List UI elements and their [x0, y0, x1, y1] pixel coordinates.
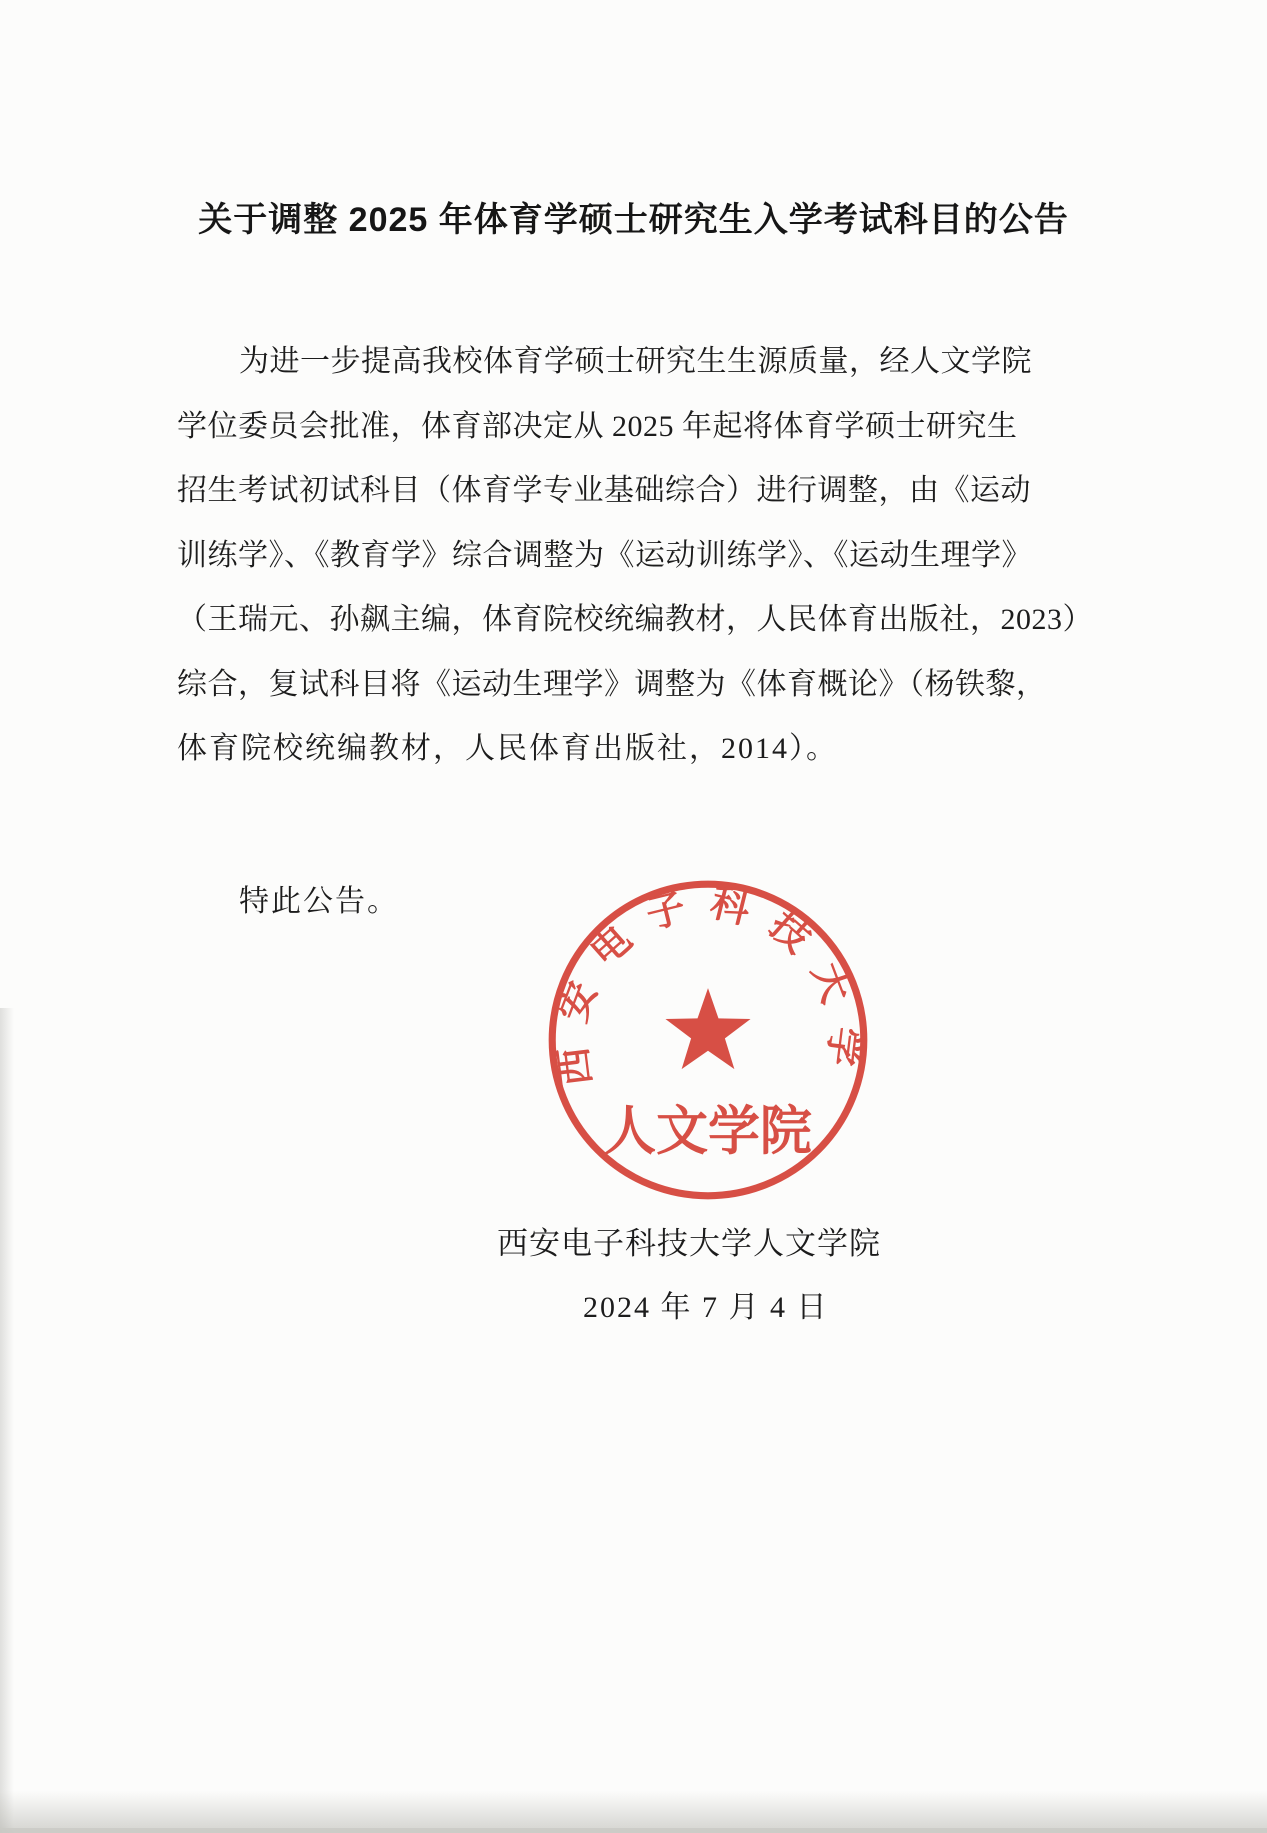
body-line: 综合，复试科目将《运动生理学》调整为《体育概论》（杨铁黎，: [177, 667, 1047, 701]
scan-shadow-bottom: [0, 1791, 1267, 1833]
seal-outer-text: 西安电子科技大学: [550, 882, 866, 1089]
body-line: （王瑞元、孙飙主编，体育院校统编教材，人民体育出版社，2023）: [177, 603, 1093, 636]
body-line: 招生考试初试科目（体育学专业基础综合）进行调整，由《运动: [177, 474, 1031, 507]
issuing-organization: 西安电子科技大学人文学院: [497, 1226, 881, 1261]
body-line: 训练学》、《教育学》综合调整为《运动训练学》、《运动生理学》: [177, 538, 1032, 572]
body-line: 学位委员会批准，体育部决定从 2025 年起将体育学硕士研究生: [177, 409, 1018, 443]
closing-statement: 特此公告。: [239, 885, 399, 918]
scan-shadow-left: [0, 1008, 14, 1833]
issue-date: 2024 年 7 月 4 日: [583, 1291, 829, 1324]
seal-star-icon: [665, 988, 750, 1069]
scan-edge-line: [0, 1828, 1267, 1833]
body-line: 体育院校统编教材，人民体育出版社，2014）。: [177, 732, 838, 765]
body-paragraph: [177, 330, 1093, 782]
body-line: 为进一步提高我校体育学硕士研究生生源质量，经人文学院: [239, 345, 1032, 378]
document-title: 关于调整 2025 年体育学硕士研究生入学考试科目的公告: [198, 201, 1069, 239]
seal-inner-text: 人文学院: [604, 1102, 816, 1161]
official-seal: [540, 872, 876, 1208]
